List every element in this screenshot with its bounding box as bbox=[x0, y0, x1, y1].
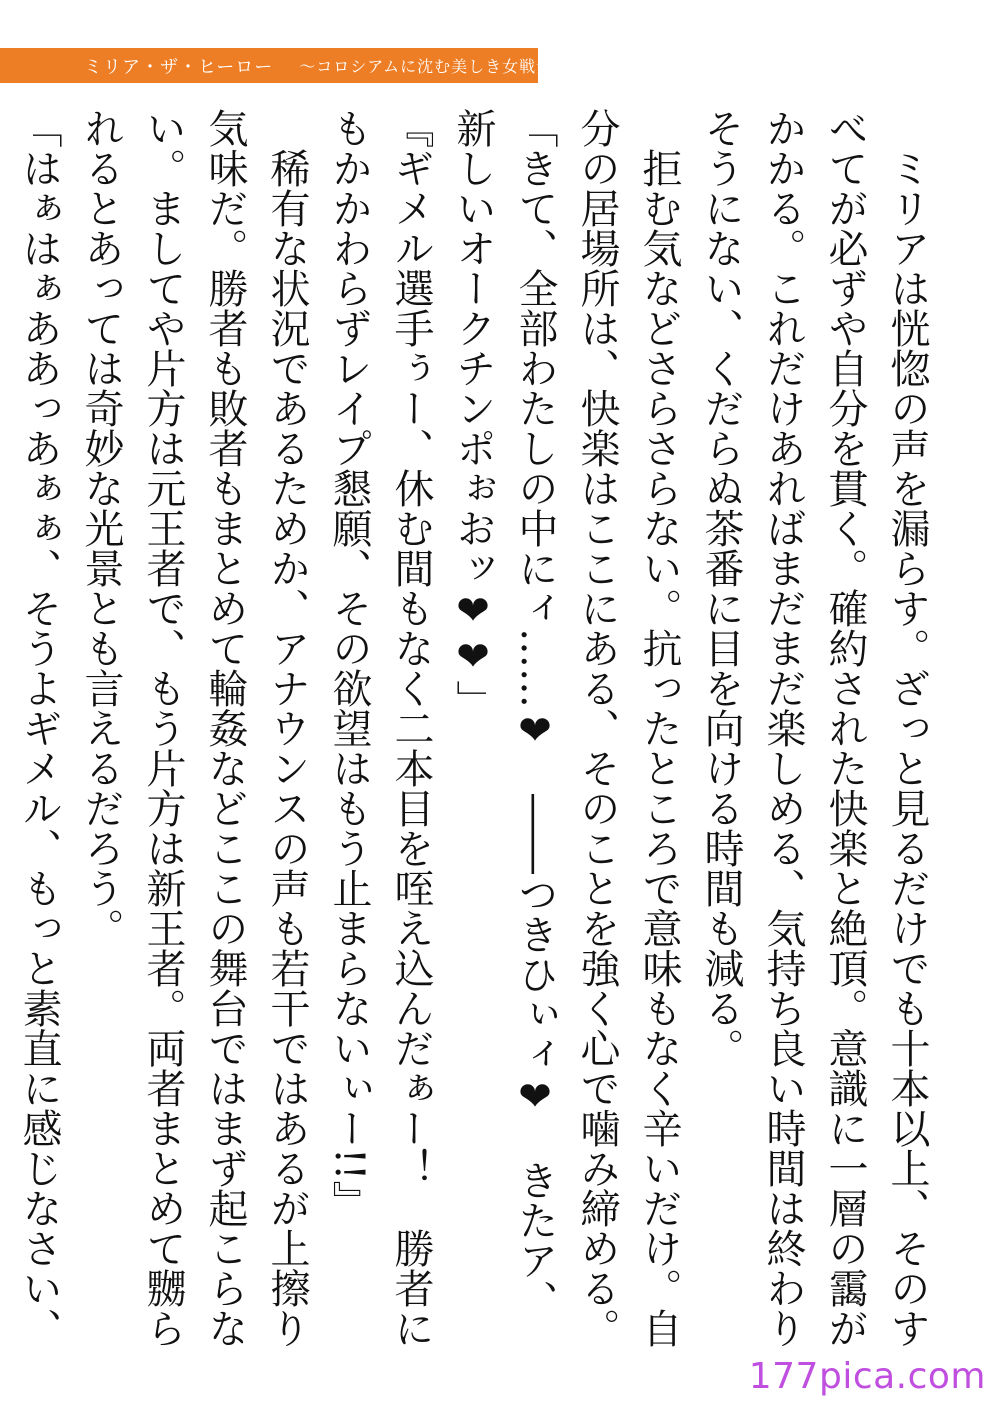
paragraph: 稀有な状況であるためか、アナウンスの声も若干ではあるが上擦り気味だ。勝者も敗者もまとめて輪姦などここの舞台ではまず起こらない。ましてや片方は元王者で、もう片方は新王者。両者まとめて嬲られるとあっては奇妙な光景とも言えるだろう。 bbox=[78, 108, 310, 1348]
site-watermark: 177pica.com bbox=[748, 1356, 986, 1397]
book-title: ミリア・ザ・ヒーロー bbox=[84, 56, 274, 78]
book-subtitle: ～コロシアムに沈む美しき女戦士たち～ bbox=[299, 57, 605, 76]
paragraph: ミリアは恍惚の声を漏らす。ざっと見るだけでも十本以上、そのすべてが必ずや自分を貫く。確約された快楽と絶頂。意識に一層の靄がかかる。これだけあればまだまだ楽しめる、気持ち良い時間は終わりそうにない、くだらぬ茶番に目を向ける時間も減る。 bbox=[698, 108, 930, 1348]
paragraph: 拒む気などさらさらない。抗ったところで意味もなく辛いだけ。自分の居場所は、快楽はここにある、そのことを強く心で噛み締める。 bbox=[574, 108, 682, 1348]
dialogue-paragraph: 「はぁはぁああっあぁぁ、そうよギメル、もっと素直に感じなさい、 bbox=[16, 108, 62, 1348]
chapter-header-bar bbox=[0, 48, 605, 83]
vertical-text-body bbox=[0, 108, 938, 1358]
dialogue-paragraph: 『ギメル選手ぅー、休む間もなく二本目を咥え込んだぁー！ 勝者にもかかわらずレイプ懇願、その欲望はもう止まらないぃー!!』 bbox=[326, 108, 434, 1348]
dialogue-paragraph: 「きて、全部わたしの中にィ……❤ ――つきひぃィ❤ きたア、新しいオークチンポぉおッ❤❤」 bbox=[450, 108, 558, 1320]
